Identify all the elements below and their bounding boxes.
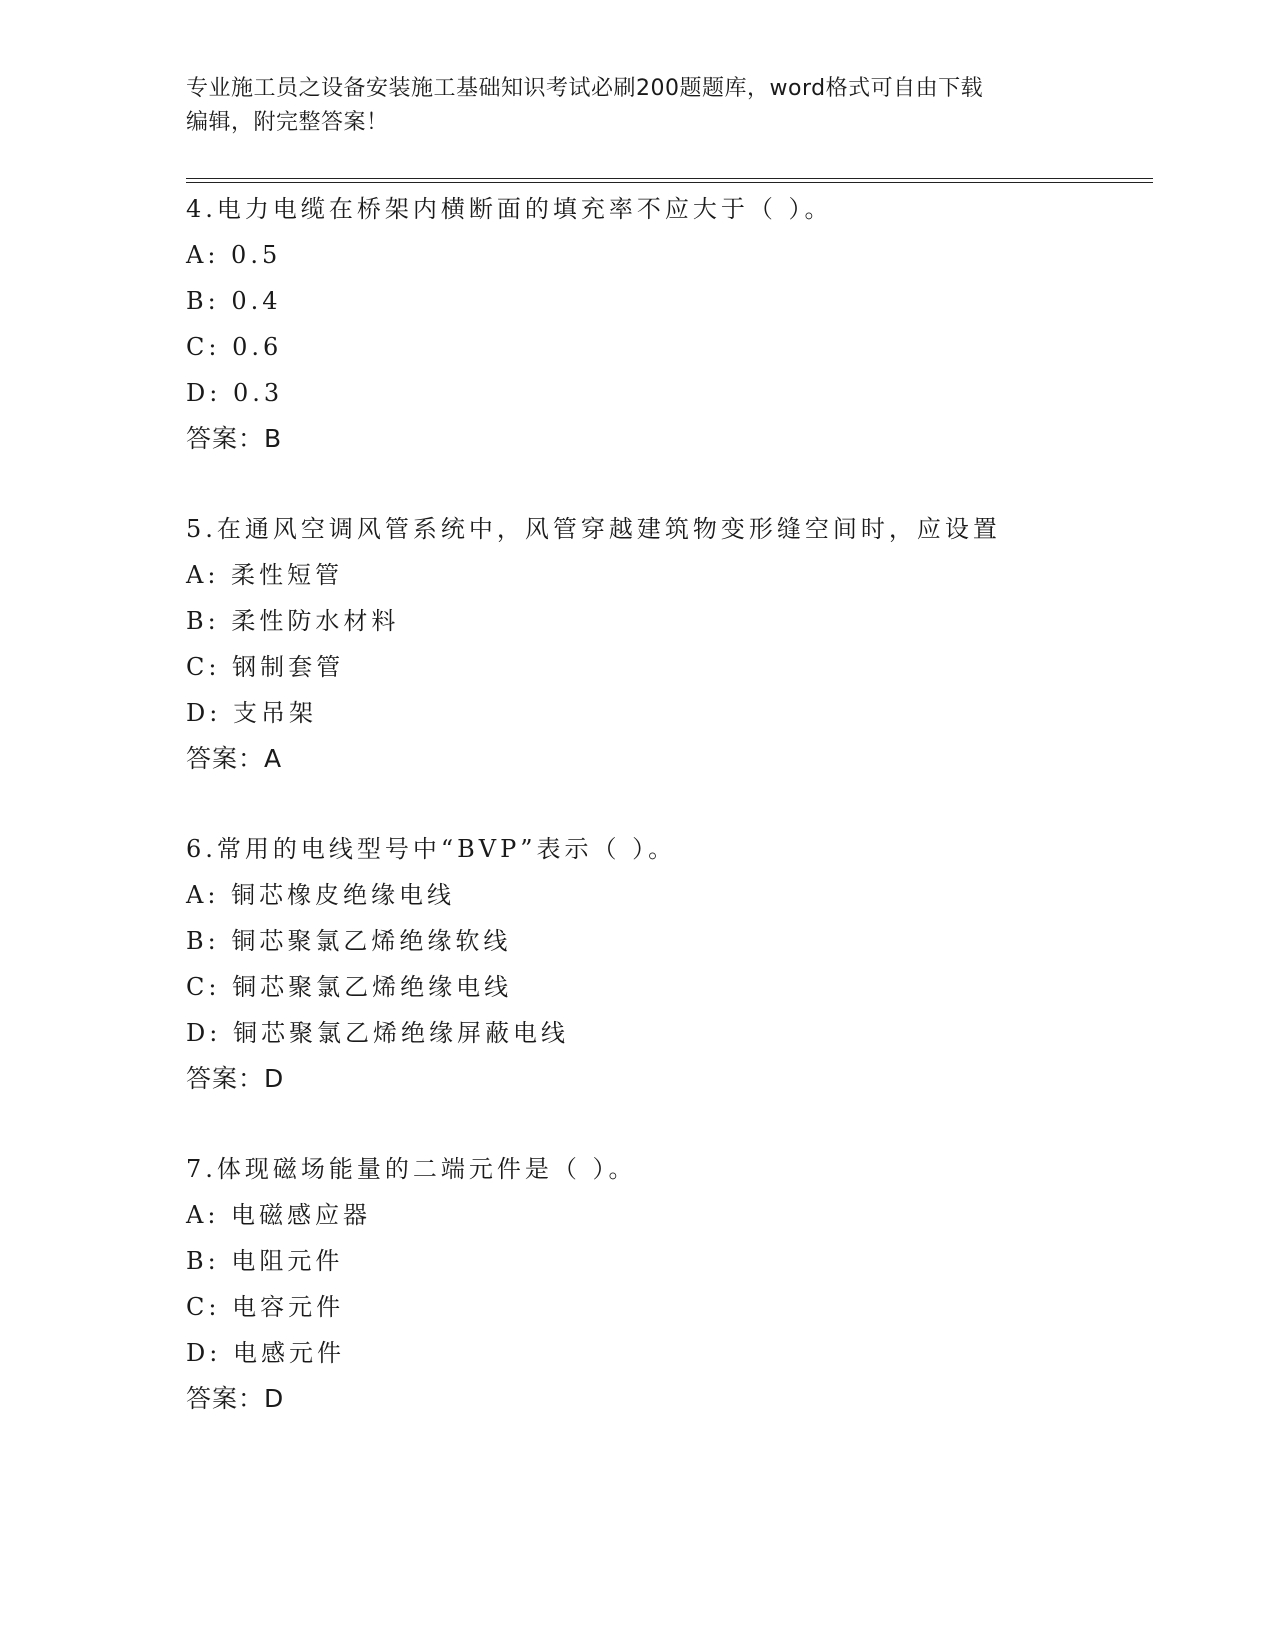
header-divider-top	[186, 178, 1153, 179]
option-d: D: 支吊架	[186, 699, 317, 727]
answer-line: 答案：A	[186, 744, 283, 773]
option-b: B: 电阻元件	[186, 1247, 344, 1275]
option-a: A: 柔性短管	[186, 561, 344, 589]
question-stem: 5.在通风空调风管系统中，风管穿越建筑物变形缝空间时，应设置	[186, 515, 1001, 543]
question-6	[186, 826, 1186, 1102]
answer-line: 答案：D	[186, 1064, 285, 1093]
question-stem: 6.常用的电线型号中“BVP”表示（ ）。	[186, 835, 677, 863]
question-4	[186, 186, 1186, 462]
option-d: D: 0.3	[186, 379, 284, 407]
answer-line: 答案：B	[186, 424, 283, 453]
question-stem: 4.电力电缆在桥架内横断面的填充率不应大于（ ）。	[186, 195, 833, 223]
document-header	[186, 72, 1066, 140]
option-c: C: 钢制套管	[186, 653, 345, 681]
header-line-1: 专业施工员之设备安装施工基础知识考试必刷200题题库，word格式可自由下载	[186, 76, 984, 101]
question-7	[186, 1146, 1186, 1422]
option-a: A: 电磁感应器	[186, 1201, 372, 1229]
option-a: A: 0.5	[186, 241, 282, 269]
option-c: C: 铜芯聚氯乙烯绝缘电线	[186, 973, 513, 1001]
option-b: B: 柔性防水材料	[186, 607, 400, 635]
option-b: B: 铜芯聚氯乙烯绝缘软线	[186, 927, 512, 955]
option-d: D: 铜芯聚氯乙烯绝缘屏蔽电线	[186, 1019, 569, 1047]
option-d: D: 电感元件	[186, 1339, 345, 1367]
header-line-2: 编辑，附完整答案！	[186, 110, 389, 135]
answer-line: 答案：D	[186, 1384, 285, 1413]
option-a: A: 铜芯橡皮绝缘电线	[186, 881, 456, 909]
option-b: B: 0.4	[186, 287, 282, 315]
question-stem: 7.体现磁场能量的二端元件是（ ）。	[186, 1155, 637, 1183]
question-5	[186, 506, 1186, 782]
option-c: C: 电容元件	[186, 1293, 345, 1321]
option-c: C: 0.6	[186, 333, 283, 361]
header-divider-bottom	[186, 182, 1153, 183]
